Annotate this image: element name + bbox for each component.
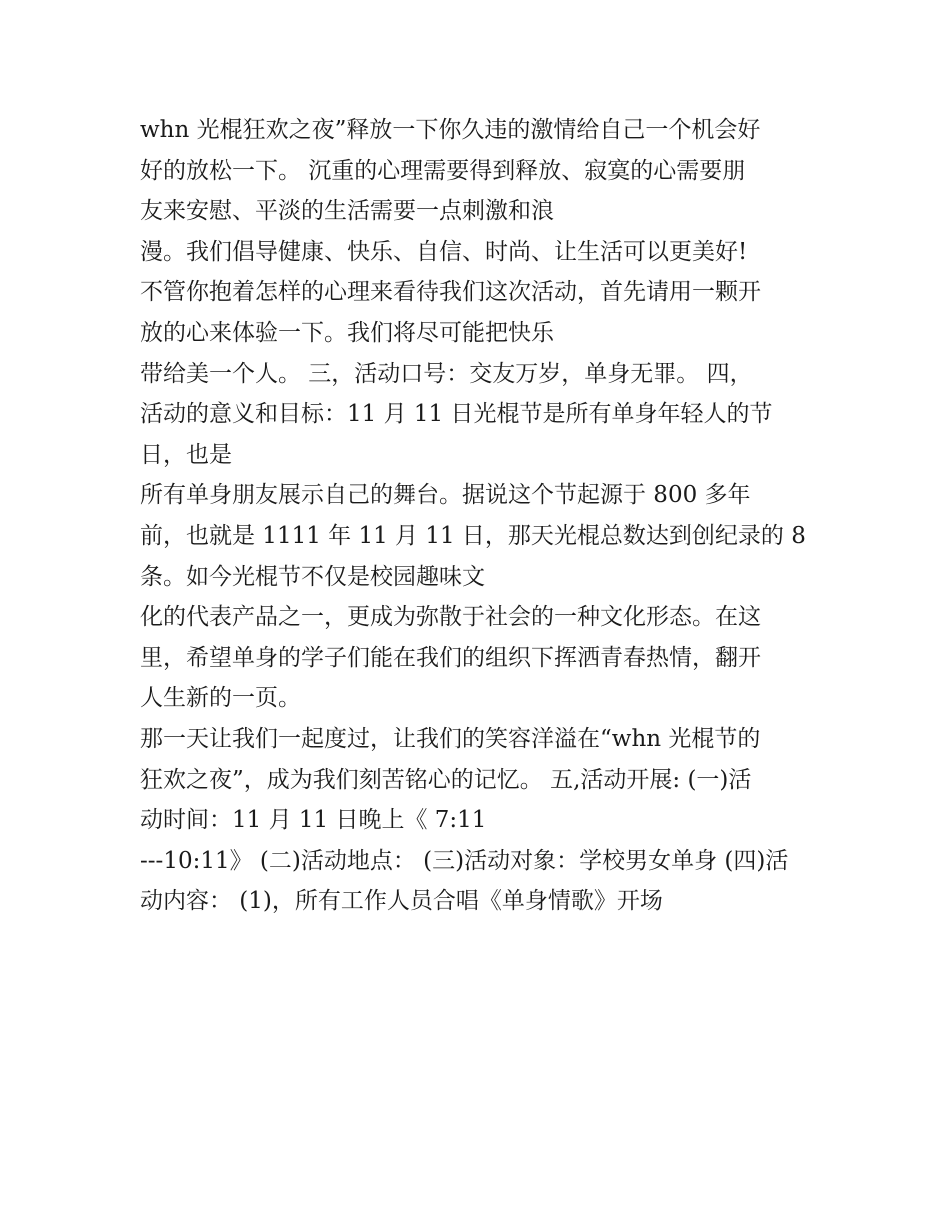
- text-line: 狂欢之夜”，成为我们刻苦铭心的记忆。 五,活动开展: (一)活: [140, 766, 752, 793]
- text-line: 所有单身朋友展示自己的舞台。据说这个节起源于 800 多年: [140, 482, 751, 509]
- text-line: 活动的意义和目标：11 月 11 日光棍节是所有单身年轻人的节: [140, 401, 773, 428]
- text-line: ---10:11》 (二)活动地点： (三)活动对象：学校男女单身 (四)活: [140, 847, 789, 874]
- text-line: 动时间：11 月 11 日晚上《 7:11: [140, 807, 487, 834]
- text-line: 里，希望单身的学子们能在我们的组织下挥洒青春热情，翻开: [140, 644, 761, 671]
- text-line: 带给美一个人。 三，活动口号：交友万岁，单身无罪。 四，: [140, 360, 753, 387]
- text-line: 日，也是: [140, 441, 232, 468]
- text-line: 动内容： (1)，所有工作人员合唱《单身情歌》开场: [140, 888, 663, 915]
- text-line: 好的放松一下。 沉重的心理需要得到释放、寂寞的心需要朋: [140, 157, 746, 184]
- text-line: whn 光棍狂欢之夜”释放一下你久违的激情给自己一个机会好: [140, 117, 761, 143]
- text-line: 放的心来体验一下。我们将尽可能把快乐: [140, 319, 554, 346]
- text-line: 漫。我们倡导健康、快乐、自信、时尚、让生活可以更美好!: [140, 238, 748, 265]
- document-body: [140, 110, 830, 922]
- text-line: 条。如今光棍节不仅是校园趣味文: [140, 563, 485, 590]
- text-line: 化的代表产品之一，更成为弥散于社会的一种文化形态。在这: [140, 604, 761, 631]
- text-line: 前，也就是 1111 年 11 月 11 日，那天光棍总数达到创纪录的 8: [140, 522, 806, 549]
- text-line: 人生新的一页。: [140, 685, 301, 712]
- text-line: 友来安慰、平淡的生活需要一点刺激和浪: [140, 198, 554, 225]
- text-line: 那一天让我们一起度过，让我们的笑容洋溢在“whn 光棍节的: [140, 725, 761, 752]
- text-line: 不管你抱着怎样的心理来看待我们这次活动，首先请用一颗开: [140, 279, 761, 306]
